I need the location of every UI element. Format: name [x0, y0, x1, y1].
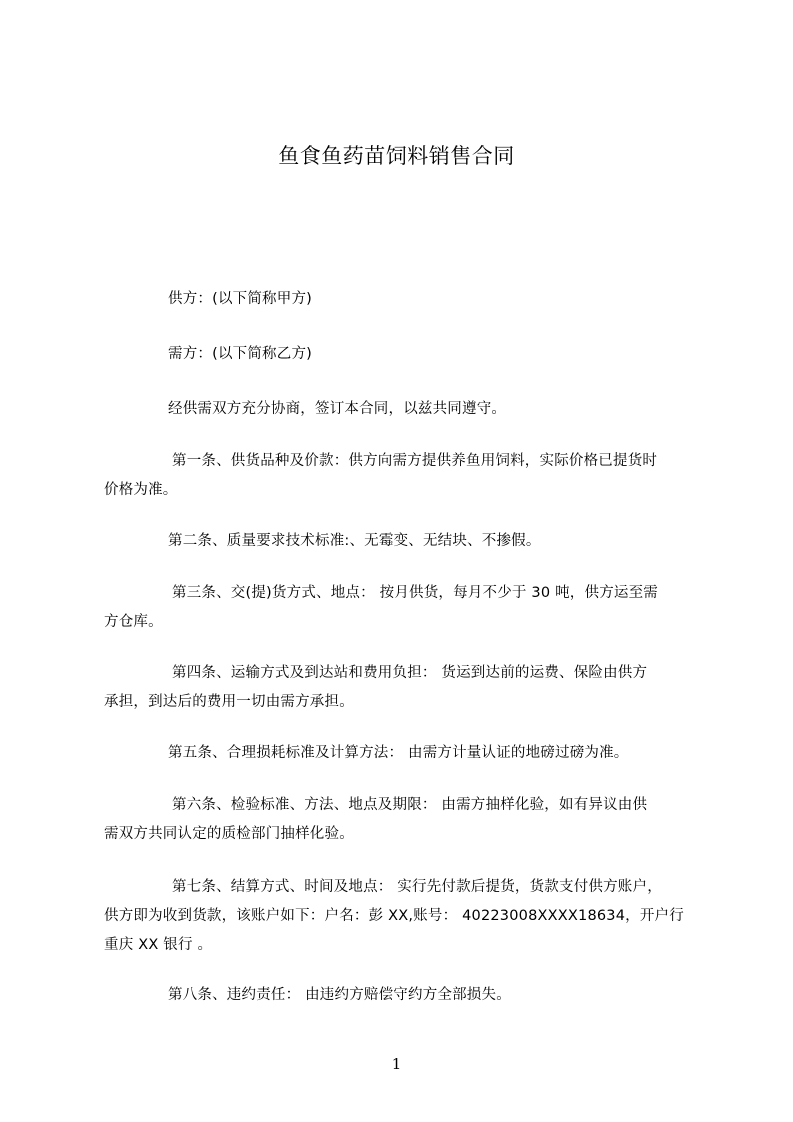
paragraph-line: 承担，到达后的费用一切由需方承担。	[104, 694, 354, 710]
paragraph-line: 重庆 XX 银行 。	[104, 937, 213, 953]
paragraph-line: 第一条、供货品种及价款：供方向需方提供养鱼用饲料，实际价格已提货时	[172, 453, 658, 469]
paragraph-line: 需方：(以下简称乙方)	[168, 346, 313, 362]
supplier-paragraph	[104, 285, 702, 314]
paragraph-line: 第四条、运输方式及到达站和费用负担： 货运到达前的运费、保险由供方	[172, 665, 648, 681]
article-7-paragraph	[104, 873, 702, 960]
page-number: 1	[391, 1055, 402, 1073]
paragraph-line: 第五条、合理损耗标准及计算方法： 由需方计量认证的地磅过磅为准。	[168, 745, 629, 761]
article-6-paragraph	[104, 791, 702, 849]
article-8-paragraph	[104, 981, 702, 1010]
preamble-paragraph	[104, 395, 702, 424]
paragraph-line: 第八条、违约责任： 由违约方赔偿守约方全部损失。	[168, 987, 511, 1003]
paragraph-line: 供方即为收到货款，该账户如下：户名：彭 XX,账号： 40223008XXXX18634，开户行	[104, 908, 684, 924]
paragraph-line: 第三条、交(提)货方式、地点： 按月供货，每月不少于 30 吨，供方运至需	[172, 585, 658, 601]
article-5-paragraph	[104, 739, 702, 768]
paragraph-line: 第六条、检验标准、方法、地点及期限： 由需方抽样化验，如有异议由供	[172, 797, 648, 813]
paragraph-line: 方仓库。	[104, 614, 163, 630]
buyer-paragraph	[104, 340, 702, 369]
paragraph-line: 供方：(以下简称甲方)	[168, 291, 313, 307]
document-title: 鱼食鱼药苗饲料销售合同	[278, 144, 515, 168]
article-2-paragraph	[104, 527, 702, 556]
article-1-paragraph	[104, 447, 702, 505]
paragraph-line: 第二条、质量要求技术标准:、无霉变、无结块、不掺假。	[168, 533, 541, 549]
paragraph-line: 价格为准。	[104, 482, 178, 498]
paragraph-line: 经供需双方充分协商，签订本合同，以兹共同遵守。	[168, 401, 507, 417]
article-4-paragraph	[104, 659, 702, 717]
paragraph-line: 需双方共同认定的质检部门抽样化验。	[104, 826, 354, 842]
article-3-paragraph	[104, 579, 702, 637]
paragraph-line: 第七条、结算方式、时间及地点： 实行先付款后提货，货款支付供方账户，	[172, 879, 662, 895]
